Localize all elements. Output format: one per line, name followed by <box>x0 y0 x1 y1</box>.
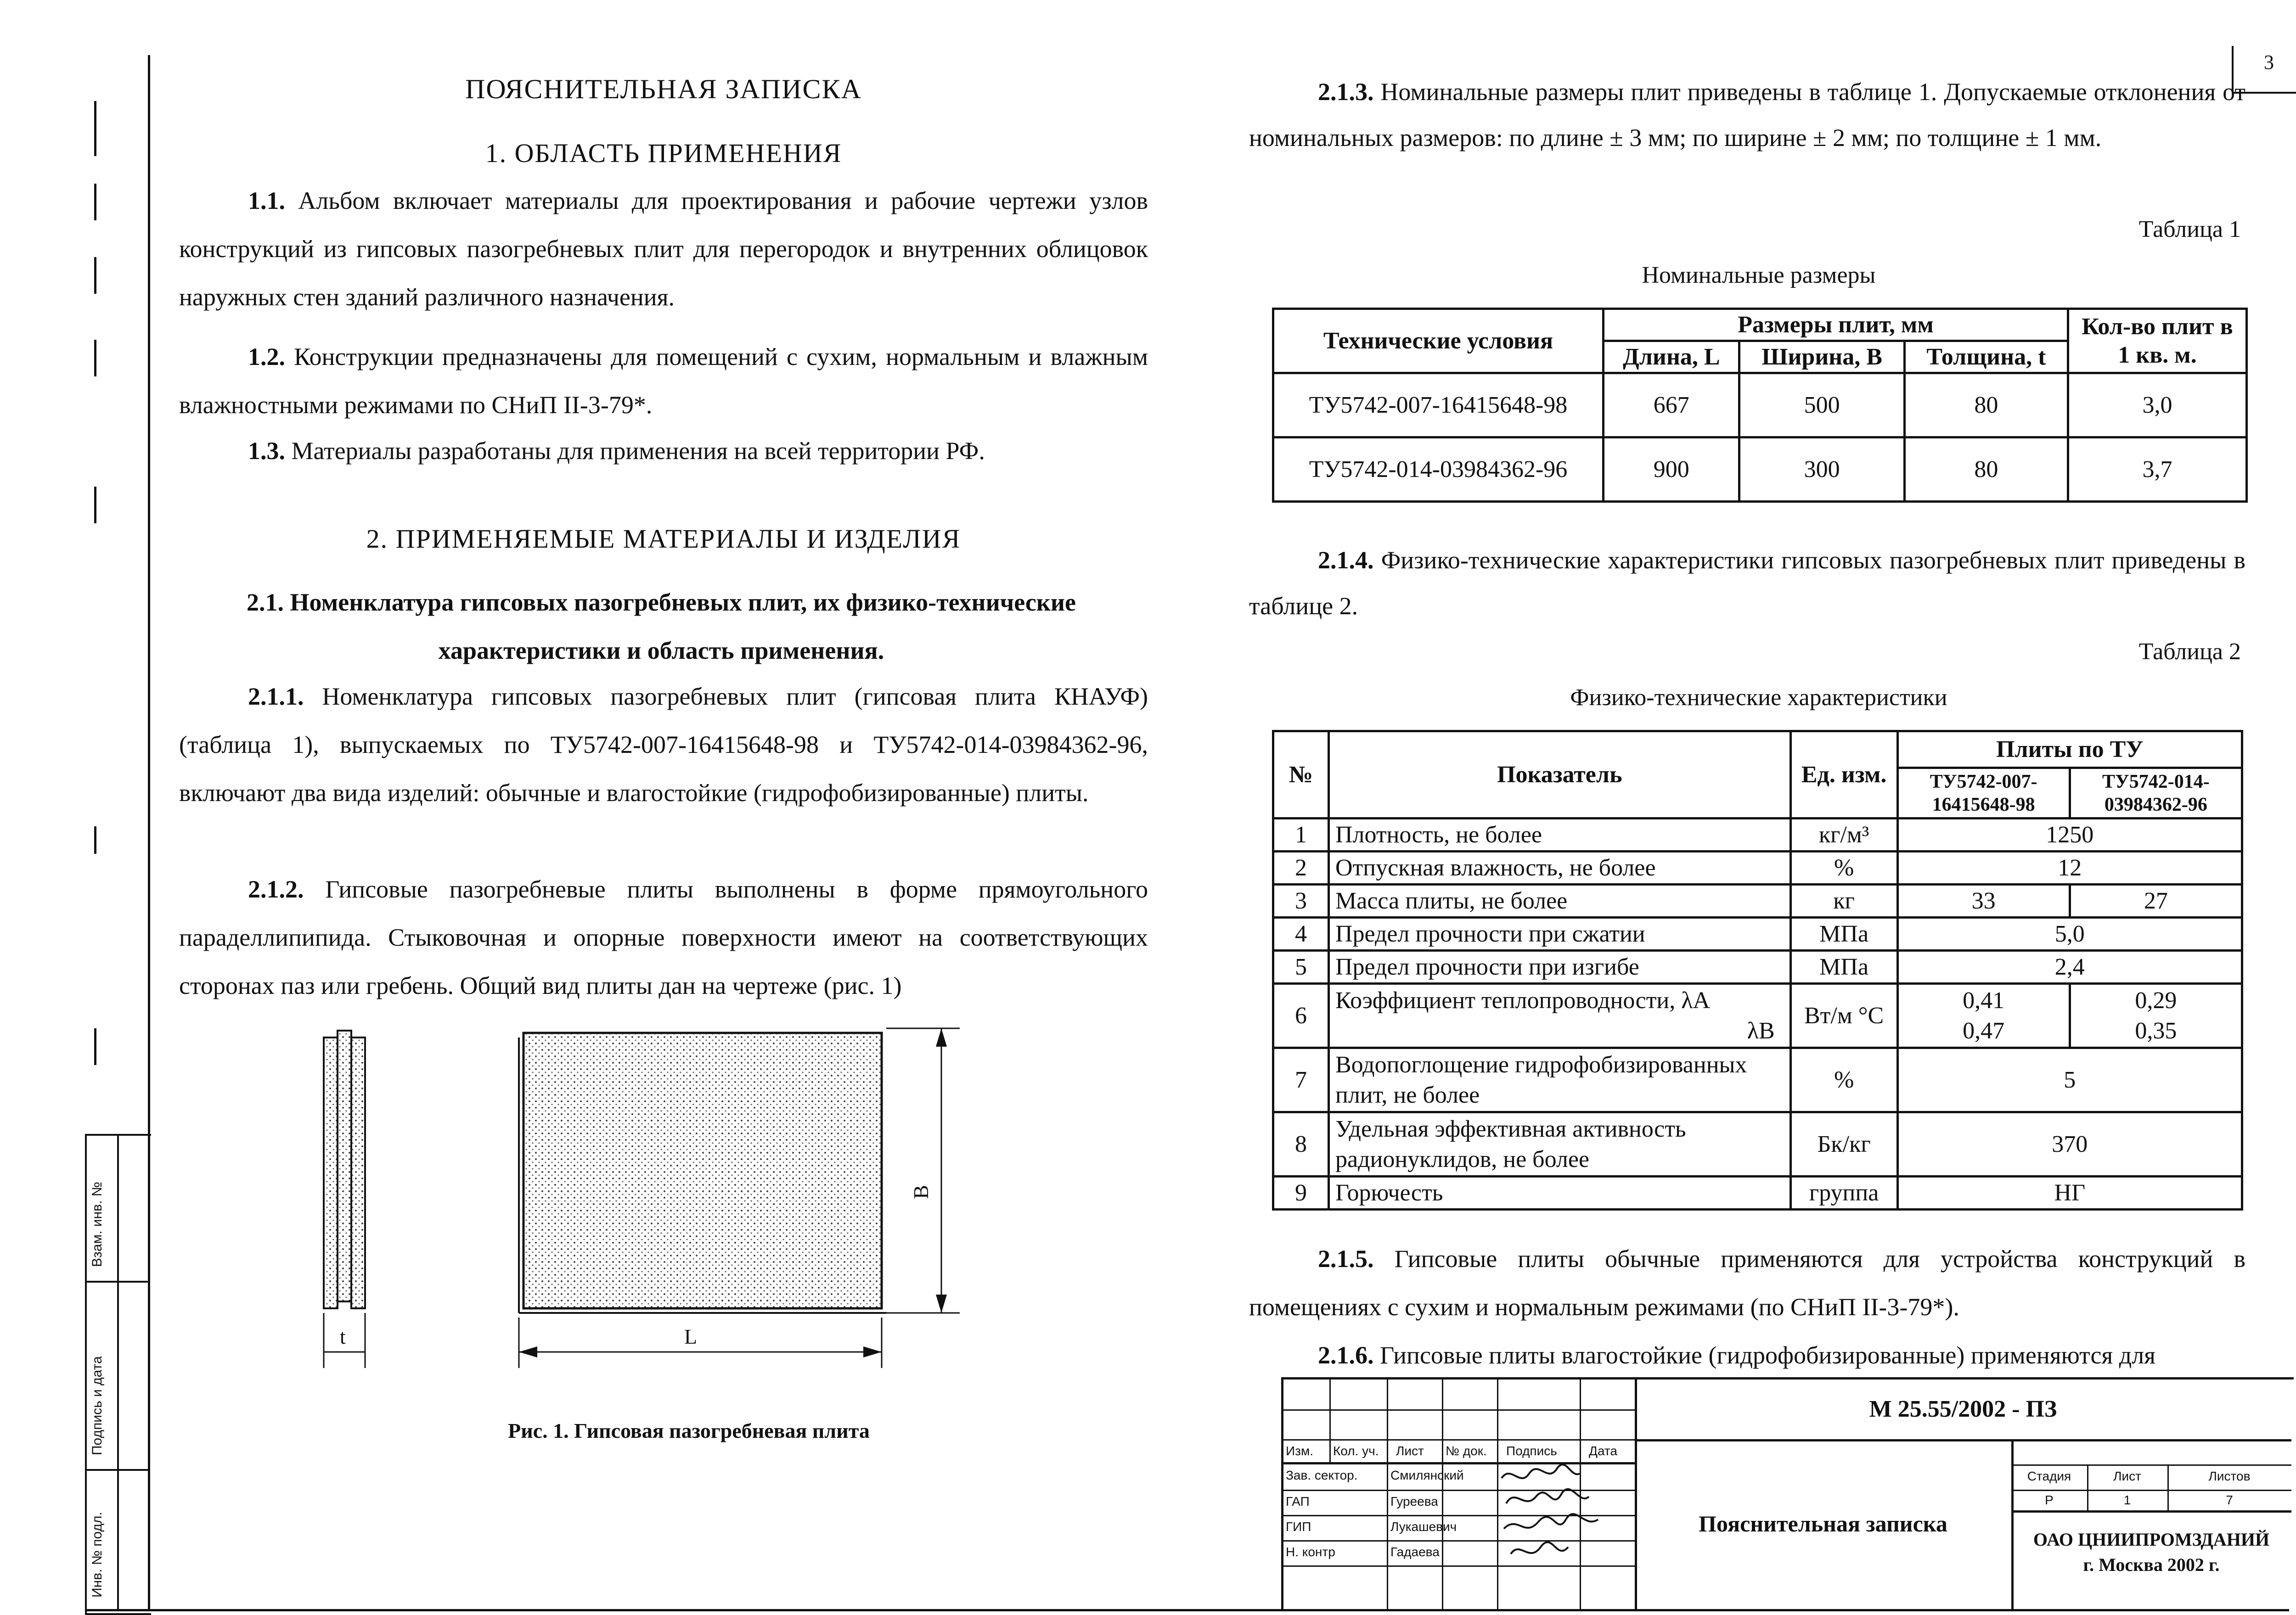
t1-h-len: Длина, L <box>1604 341 1739 373</box>
table2-label: Таблица 2 <box>2138 639 2241 665</box>
paragraph-2-1-1: 2.1.1. Номенклатура гипсовых пазогребневых плит (гипсовая плита КНАУФ) (таблица 1), выпускаемых по ТУ5742-007-16415648-98 и ТУ5742-014-03984362-96, включают два вида изделий: обычные и влагостойкие (гидрофобизированные) плиты. <box>179 683 1148 807</box>
org-name: ОАО ЦНИИПРОМЗДАНИЙ <box>2033 1529 2270 1550</box>
figure-label-t: t <box>340 1325 346 1348</box>
t2-h-tu1: ТУ5742-007-16415648-98 <box>1897 768 2070 819</box>
page-title: ПОЯСНИТЕЛЬНАЯ ЗАПИСКА <box>465 74 862 104</box>
stamp-role-3: Н. контр <box>1286 1545 1335 1559</box>
paragraph-2-1-5: 2.1.5. Гипсовые плиты обычные применяются для устройства конструкций в помещениях с сухим и нормальным режимами (по СНиП II-3-79*). <box>1249 1245 2245 1321</box>
table-row: ТУ5742-007-16415648-98 667 500 80 3,0 <box>1273 373 2247 437</box>
left-tick <box>94 184 96 220</box>
stamp-role-2: ГИП <box>1286 1520 1311 1534</box>
side-label-vzam: Взам. инв. № <box>90 1182 105 1267</box>
left-tick <box>94 1028 96 1065</box>
left-tick <box>94 340 96 376</box>
figure-caption: Рис. 1. Гипсовая пазогребневая плита <box>508 1419 870 1442</box>
doc-code: М 25.55/2002 - ПЗ <box>1869 1396 2057 1422</box>
table-row: 2 Отпускная влажность, не более % 12 <box>1273 852 2242 885</box>
t2-h-no: № <box>1273 731 1329 819</box>
side-stamp-col <box>117 1134 119 1611</box>
stamp-h-kol: Кол. уч. <box>1333 1444 1379 1458</box>
table-row: 3 Масса плиты, не более кг 33 27 <box>1273 885 2242 918</box>
side-label-inv: Инв. № подл. <box>90 1512 105 1598</box>
left-tick <box>94 257 96 294</box>
stamp-h-sheet: Лист <box>2113 1469 2141 1483</box>
stamp-stage: Р <box>2045 1493 2054 1507</box>
table-row: 5 Предел прочности при изгибе МПа 2,4 <box>1273 951 2242 984</box>
t1-h-sizes: Размеры плит, мм <box>1604 309 2068 341</box>
paragraph-1-3: 1.3. Материалы разработаны для применения на всей территории РФ. <box>248 437 985 465</box>
figure-label-B: B <box>909 1185 933 1199</box>
table-row: 4 Предел прочности при сжатии МПа 5,0 <box>1273 918 2242 951</box>
table1-caption: Номинальные размеры <box>1642 262 1876 288</box>
num-1-3: 1.3. <box>248 437 285 465</box>
stamp-h-data: Дата <box>1589 1444 1618 1458</box>
stamp-h-list: Лист <box>1396 1444 1424 1458</box>
stamp-name-3: Гадаева <box>1390 1545 1440 1559</box>
section1-heading: 1. ОБЛАСТЬ ПРИМЕНЕНИЯ <box>485 138 842 168</box>
stamp-role-1: ГАП <box>1286 1494 1310 1508</box>
paragraph-2-1-3: 2.1.3. Номинальные размеры плит приведены в таблице 1. Допускаемые отклонения от номинальных размеров: по длине ± 3 мм; по ширине ± 2 мм; по толщине ± 1 мм. <box>1249 78 2245 151</box>
t1-h-thk: Толщина, t <box>1904 341 2068 373</box>
stamp-h-stage: Стадия <box>2027 1469 2071 1483</box>
t1-h-qty: Кол-во плит в 1 кв. м. <box>2068 309 2247 373</box>
table-row: 8 Удельная эффективная активность радионуклидов, не более Бк/кг 370 <box>1273 1112 2242 1177</box>
stamp-role-0: Зав. сектор. <box>1286 1468 1358 1482</box>
table-row: 7 Водопоглощение гидрофобизированных плит, не более % 5 <box>1273 1048 2242 1112</box>
table-row: ТУ5742-014-03984362-96 900 300 80 3,7 <box>1273 437 2247 502</box>
stamp-name-2: Лукашевич <box>1390 1520 1457 1534</box>
page-number: 3 <box>2264 51 2274 73</box>
table2-caption: Физико-технические характеристики <box>1570 684 1947 711</box>
paragraph-2-1-6: 2.1.6. Гипсовые плиты влагостойкие (гидрофобизированные) применяются для <box>1318 1341 2156 1369</box>
t2-h-tu: Плиты по ТУ <box>1897 731 2242 768</box>
table-row: 1 Плотность, не более кг/м³ 1250 <box>1273 819 2242 852</box>
table-row: 6 Коэффициент теплопроводности, λA λB Вт/м °С 0,41 0,47 0,29 0,35 <box>1273 984 2242 1048</box>
figure-label-L: L <box>684 1325 698 1348</box>
paragraph-1-2: 1.2. Конструкции предназначены для помещений с сухим, нормальным и влажным влажностными режимами по СНиП II-3-79*. <box>179 343 1148 419</box>
left-tick <box>94 826 96 854</box>
table-row: 9 Горючесть группа НГ <box>1273 1177 2242 1210</box>
t1-h-tu: Технические условия <box>1273 309 1604 373</box>
section2-heading: 2. ПРИМЕНЯЕМЫЕ МАТЕРИАЛЫ И ИЗДЕЛИЯ <box>366 524 961 554</box>
table1-label: Таблица 1 <box>2138 216 2241 242</box>
left-tick <box>94 487 96 523</box>
doc-title: Пояснительная записка <box>1699 1511 1947 1536</box>
left-tick <box>94 101 96 156</box>
stamp-name-1: Гуреева <box>1390 1494 1438 1508</box>
num-1-2: 1.2. <box>248 343 285 370</box>
signatures-drawing <box>1492 1460 1612 1570</box>
side-label-podp: Подпись и дата <box>90 1356 105 1455</box>
plate-front-view <box>519 1033 886 1313</box>
t2-h-unit: Ед. изм. <box>1790 731 1897 819</box>
paragraph-2-1-4: 2.1.4. Физико-технические характеристики гипсовых пазогребневых плит приведены в таблице 2. <box>1249 546 2245 620</box>
stamp-sheet: 1 <box>2123 1493 2131 1507</box>
table-1 <box>1272 308 2248 503</box>
stamp-sheets: 7 <box>2226 1493 2233 1507</box>
t1-h-wid: Ширина, B <box>1739 341 1904 373</box>
section2-subheading: 2.1. Номенклатура гипсовых пазогребневых плит, их физико-технические характеристики и область применения. <box>247 589 1076 664</box>
stamp-h-podp: Подпись <box>1506 1444 1557 1458</box>
paragraph-1-1: 1.1. Альбом включает материалы для проектирования и рабочие чертежи узлов конструкций из гипсовых пазогребневых плит для перегородок и внутренних облицовок наружных стен зданий различного назначения. <box>179 187 1148 311</box>
t2-h-tu2: ТУ5742-014-03984362-96 <box>2070 768 2242 819</box>
num-1-1: 1.1. <box>248 187 285 214</box>
plate-side-profile <box>324 1031 365 1308</box>
stamp-name-0: Смилянский <box>1390 1468 1464 1482</box>
org-city: г. Москва 2002 г. <box>2083 1554 2220 1575</box>
stamp-h-sheets: Листов <box>2208 1469 2251 1483</box>
t2-h-ind: Показатель <box>1329 731 1791 819</box>
paragraph-2-1-2: 2.1.2. Гипсовые пазогребневые плиты выполнены в форме прямоугольного параделлипипида. Стыковочная и опорные поверхности имеют на соответствующих сторонах паз или гребень. Общий вид плиты дан на чертеже (рис. 1) <box>179 875 1148 999</box>
table-2 <box>1272 730 2243 1211</box>
stamp-h-ndok: № док. <box>1446 1444 1487 1458</box>
stamp-h-izm: Изм. <box>1286 1444 1313 1458</box>
